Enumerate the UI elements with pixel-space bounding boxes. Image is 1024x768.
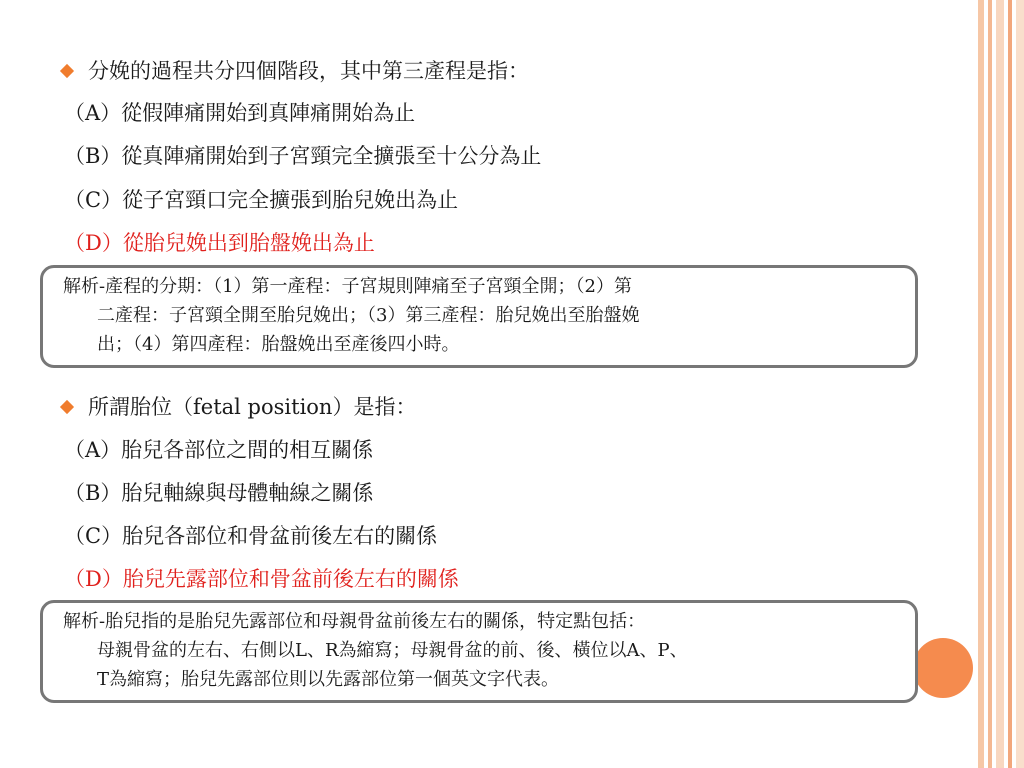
q1-option-c: （C）從子宮頸口完全擴張到胎兒娩出為止 bbox=[64, 188, 459, 212]
q2-explanation-line: 解析-胎兒指的是胎兒先露部位和母親骨盆前後左右的關係，特定點包括： bbox=[63, 611, 646, 632]
q2-option-b: （B）胎兒軸線與母體軸線之關係 bbox=[64, 481, 374, 505]
q2-explanation-box bbox=[40, 600, 918, 703]
q2-option-d-answer: （D）胎兒先露部位和骨盆前後左右的關係 bbox=[64, 567, 459, 591]
q2-option-c: （C）胎兒各部位和骨盆前後左右的關係 bbox=[64, 524, 438, 548]
decorative-stripes bbox=[978, 0, 1024, 768]
question-1-text: 分娩的過程共分四個階段，其中第三產程是指： bbox=[88, 59, 529, 83]
question-1 bbox=[62, 56, 529, 86]
q1-option-d-answer: （D）從胎兒娩出到胎盤娩出為止 bbox=[64, 231, 375, 255]
q2-option-a: （A）胎兒各部位之間的相互關係 bbox=[64, 438, 374, 462]
question-2-text: 所謂胎位（fetal position）是指： bbox=[88, 395, 417, 419]
q1-explanation-line: 出；（4）第四產程：胎盤娩出至產後四小時。 bbox=[97, 334, 460, 355]
question-2 bbox=[62, 392, 416, 422]
q1-option-a: （A）從假陣痛開始到真陣痛開始為止 bbox=[64, 101, 416, 125]
q1-explanation-box bbox=[40, 265, 918, 368]
q1-option-b: （B）從真陣痛開始到子宮頸完全擴張至十公分為止 bbox=[64, 144, 542, 168]
diamond-bullet-icon bbox=[60, 400, 74, 414]
diamond-bullet-icon bbox=[60, 64, 74, 78]
q1-explanation-line: 解析-產程的分期：（1）第一產程：子宮規則陣痛至子宮頸全開；（2）第 bbox=[63, 276, 632, 297]
decorative-circle bbox=[913, 638, 973, 698]
q1-explanation-line: 二產程：子宮頸全開至胎兒娩出；（3）第三產程：胎兒娩出至胎盤娩 bbox=[97, 305, 640, 326]
q2-explanation-line: 母親骨盆的左右、右側以L、R為縮寫；母親骨盆的前、後、橫位以A、P、 bbox=[97, 640, 688, 661]
q2-explanation-line: T為縮寫；胎兒先露部位則以先露部位第一個英文字代表。 bbox=[97, 669, 560, 690]
